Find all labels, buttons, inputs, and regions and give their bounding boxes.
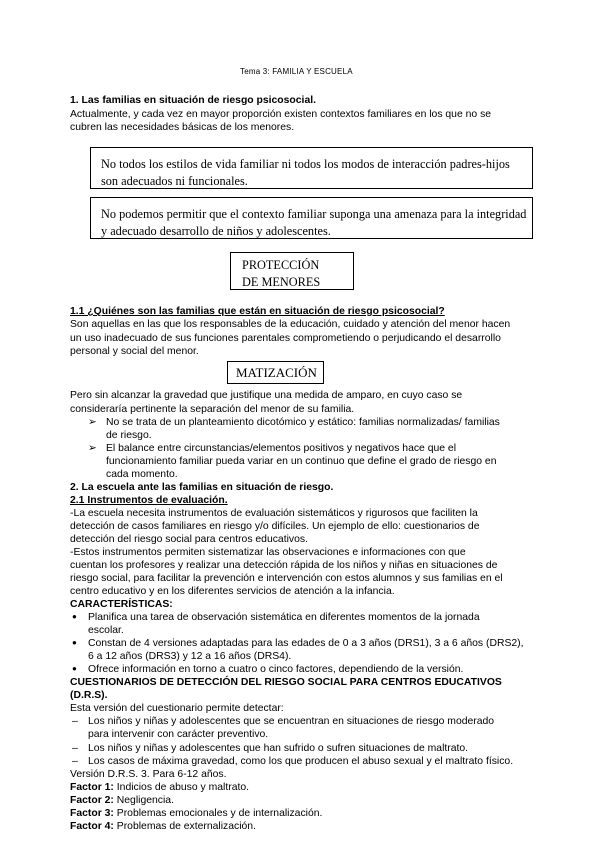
factor-text: Indicios de abuso y maltrato. xyxy=(113,782,250,793)
caracteristicas-heading: CARACTERÍSTICAS: xyxy=(70,599,173,610)
section-1-1-paragraph-line: personal y social del menor. xyxy=(70,346,199,357)
factor-label: Factor 2: xyxy=(70,795,114,806)
arrow-item-line: El balance entre circunstancias/elementos positivos y negativos hace que el xyxy=(106,443,457,454)
arrow-item-line: de riesgo. xyxy=(106,430,152,441)
cuestionarios-intro: Esta versión del cuestionario permite detectar: xyxy=(70,703,284,714)
doc-title: Tema 3: FAMILIA Y ESCUELA xyxy=(240,67,353,76)
factor-line xyxy=(70,820,256,834)
bullet-item-line: Ofrece información en torno a cuatro o cinco factores, dependiendo de la versión. xyxy=(88,664,464,675)
matizacion-paragraph-line: Pero sin alcanzar la gravedad que justifique una medida de amparo, en cuyo caso se xyxy=(70,390,463,401)
cuestionarios-heading-line: (D.R.S). xyxy=(70,690,108,701)
factor-label: Factor 1: xyxy=(70,782,114,793)
dash-item-line: para intervenir con carácter preventivo. xyxy=(88,729,269,740)
factor-label: Factor 3: xyxy=(70,808,114,819)
arrow-bullet-icon: ➢ xyxy=(88,443,97,454)
section-2-1-paragraph-line: cuentan los profesores y realizar una detección rápida de los niños y niñas en situaciones de xyxy=(70,560,498,571)
factor-line xyxy=(70,794,174,808)
bullet-item-line: Planifica una tarea de observación sistemática en diferentes momentos de la jornada xyxy=(88,612,480,623)
section-1-paragraph-line: Actualmente, y cada vez en mayor proporción existen contextos familiares en los que no se xyxy=(70,109,492,120)
factor-line xyxy=(70,807,322,821)
bullet-item-line: 6 a 12 años (DRS3) y 12 a 16 años (DRS4). xyxy=(88,651,292,662)
text-box-line: y adecuado desarrollo de niños y adolescentes. xyxy=(101,223,331,238)
cuestionarios-heading-line: CUESTIONARIOS DE DETECCIÓN DEL RIESGO SOCIAL PARA CENTROS EDUCATIVOS xyxy=(70,677,502,688)
bullet-item-line: Constan de 4 versiones adaptadas para las edades de 0 a 3 años (DRS1), 3 a 6 años (DRS2), xyxy=(88,638,524,649)
text-box-line: MATIZACIÓN xyxy=(236,365,317,380)
version-line: Versión D.R.S. 3. Para 6-12 años. xyxy=(70,769,227,780)
section-2-1-paragraph-line: -La escuela necesita instrumentos de evaluación sistemáticos y rigurosos que faciliten la xyxy=(70,508,478,519)
dash-item-line: Los casos de máxima gravedad, como los que producen el abuso sexual y el maltrato físico. xyxy=(88,756,514,767)
text-box-estilos xyxy=(90,147,533,189)
factor-line xyxy=(70,781,249,795)
arrow-item-line: cada momento. xyxy=(106,469,178,480)
text-box-matizacion xyxy=(227,361,324,384)
matizacion-paragraph-line: consideraría pertinente la separación del menor de su familia. xyxy=(70,404,355,415)
dash-item-line: Los niños y niñas y adolescentes que han sufrido o sufren situaciones de maltrato. xyxy=(88,743,469,754)
section-1-heading: 1. Las familias en situación de riesgo psicosocial. xyxy=(70,95,317,106)
section-2-1-paragraph-line: detección del riesgo social para centros educativos. xyxy=(70,534,308,545)
arrow-bullet-icon: ➢ xyxy=(88,417,97,428)
section-1-1-paragraph-line: Son aquellas en las que los responsables de la educación, cuidado y atención del menor hacen xyxy=(70,319,511,330)
section-1-1-heading: 1.1 ¿Quiénes son las familias que están en situación de riesgo psicosocial? xyxy=(70,306,445,317)
arrow-item-line: funcionamiento familiar pueda variar en un continuo que define el grado de riesgo en xyxy=(106,456,497,467)
text-box-proteccion xyxy=(230,252,354,290)
factor-text: Negligencia. xyxy=(113,795,174,806)
text-box-line: PROTECCIÓN xyxy=(242,258,320,272)
section-2-1-paragraph-line: centro educativo y en los diferentes servicios de atención a la infancia. xyxy=(70,586,395,597)
factor-text: Problemas de externalización. xyxy=(113,821,256,832)
section-2-1-heading: 2.1 Instrumentos de evaluación. xyxy=(70,495,228,506)
text-box-line: No todos los estilos de vida familiar ni todos los modos de interacción padres-hijos xyxy=(101,157,510,171)
text-box-line: DE MENORES xyxy=(242,274,321,289)
factor-text: Problemas emocionales y de internalización. xyxy=(113,808,323,819)
section-1-1-paragraph-line: un uso inadecuado de sus funciones parentales comprometiendo o perjudicando el desarrollo xyxy=(70,333,501,344)
dot-bullet-icon: ● xyxy=(72,638,77,647)
dash-bullet-icon: – xyxy=(72,756,78,767)
dash-bullet-icon: – xyxy=(72,743,78,754)
dot-bullet-icon: ● xyxy=(72,612,77,621)
factor-label: Factor 4: xyxy=(70,821,114,832)
section-1-paragraph-line: cubren las necesidades básicas de los menores. xyxy=(70,122,295,133)
arrow-item-line: No se trata de un planteamiento dicotómico y estático: familias normalizadas/ familias xyxy=(106,417,500,428)
dash-item-line: Los niños y niñas y adolescentes que se encuentran en situaciones de riesgo moderado xyxy=(88,716,495,727)
dot-bullet-icon: ● xyxy=(72,664,77,673)
section-2-1-paragraph-line: detección de casos familiares en riesgo y/o difíciles. Un ejemplo de ello: cuestionarios de xyxy=(70,521,480,532)
dash-bullet-icon: – xyxy=(72,716,78,727)
section-2-1-paragraph-line: -Estos instrumentos permiten sistematizar las observaciones e informaciones con que xyxy=(70,547,466,558)
text-box-line: No podemos permitir que el contexto familiar suponga una amenaza para la integridad xyxy=(101,207,527,221)
bullet-item-line: escolar. xyxy=(88,625,124,636)
section-2-1-paragraph-line: riesgo social, para facilitar la prevención e intervención con estos alumnos y sus familias en el xyxy=(70,573,503,584)
section-2-heading: 2. La escuela ante las familias en situación de riesgo. xyxy=(70,482,334,493)
text-box-line: son adecuados ni funcionales. xyxy=(101,173,248,188)
text-box-contexto xyxy=(90,197,533,239)
